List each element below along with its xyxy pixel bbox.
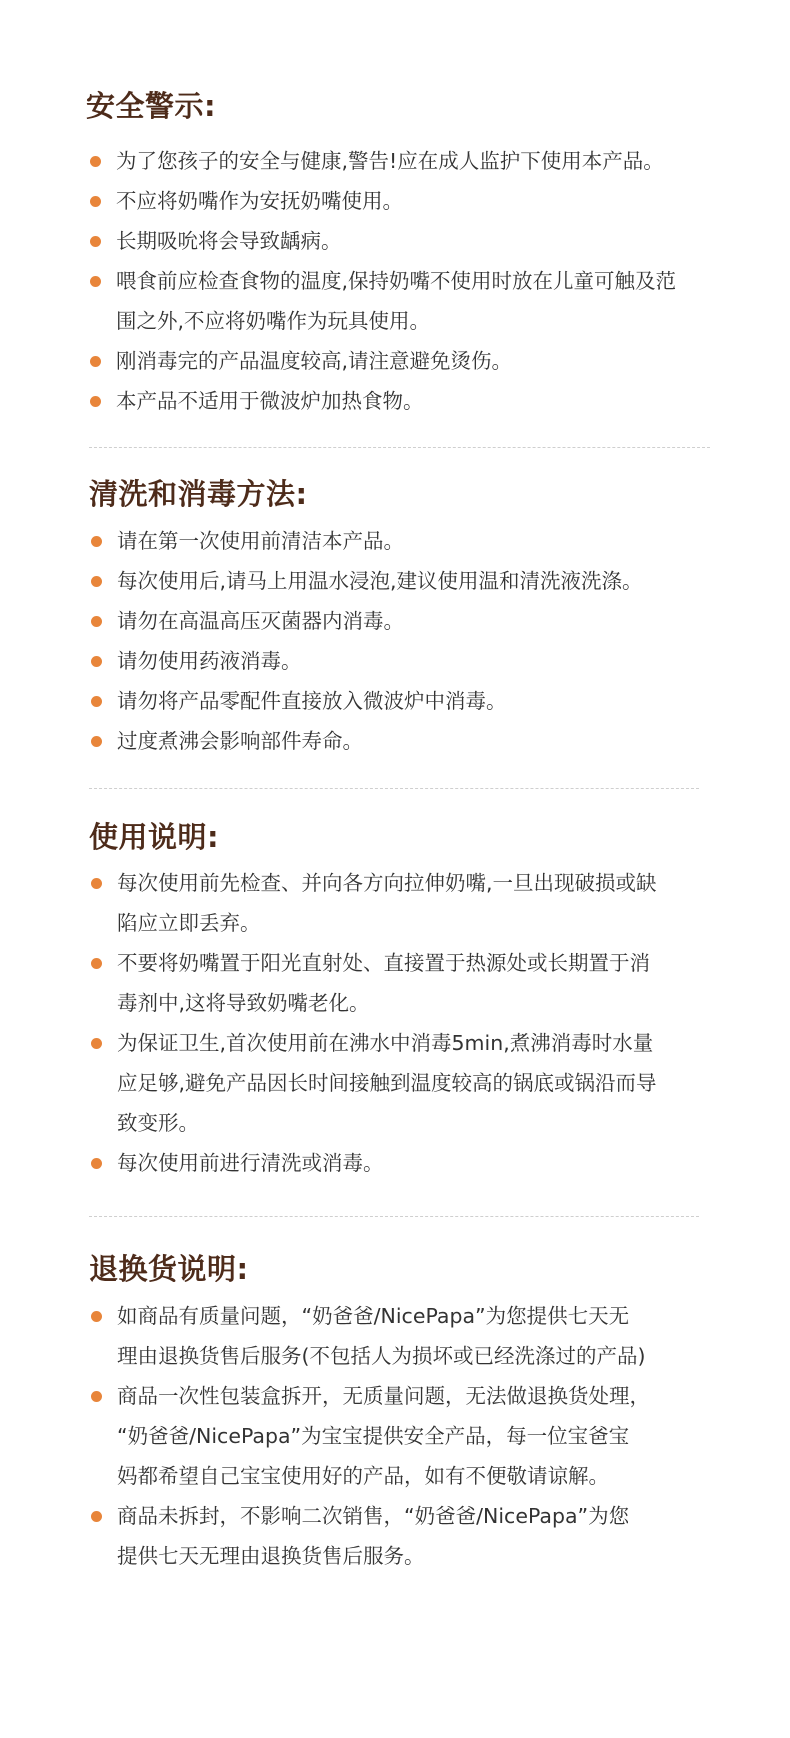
returns-title: 退换货说明:: [89, 1252, 249, 1286]
safety-list: [88, 141, 676, 421]
bullet-dot-icon: [91, 1391, 102, 1402]
list-item-line: 理由退换货售后服务(不包括人为损坏或已经洗涤过的产品): [117, 1344, 646, 1368]
list-item-line: 请勿将产品零配件直接放入微波炉中消毒。: [117, 689, 507, 713]
list-item: [89, 1496, 650, 1576]
list-item: [89, 721, 643, 761]
returns-list: [89, 1296, 650, 1576]
list-item: [89, 943, 657, 1023]
bullet-dot-icon: [91, 736, 102, 747]
list-item-line: 不应将奶嘴作为安抚奶嘴使用。: [116, 189, 403, 213]
list-item-line: 请在第一次使用前清洁本产品。: [117, 529, 404, 553]
bullet-dot-icon: [90, 396, 101, 407]
bullet-dot-icon: [90, 356, 101, 367]
list-item: [89, 1296, 650, 1376]
list-item-line: 妈都希望自己宝宝使用好的产品，如有不便敬请谅解。: [117, 1464, 609, 1488]
list-item-line: 陷应立即丢弃。: [117, 911, 261, 935]
list-item-line: 刚消毒完的产品温度较高,请注意避免烫伤。: [116, 349, 513, 373]
divider-3: [89, 1216, 699, 1217]
list-item-line: 喂食前应检查食物的温度,保持奶嘴不使用时放在儿童可触及范: [116, 269, 677, 293]
list-item: [89, 1023, 657, 1143]
list-item-line: 商品未拆封，不影响二次销售，“奶爸爸/NicePapa”为您: [117, 1504, 630, 1528]
list-item: [88, 221, 676, 261]
list-item: [89, 863, 657, 943]
list-item-line: 请勿在高温高压灭菌器内消毒。: [117, 609, 404, 633]
list-item: [89, 681, 643, 721]
list-item-line: 长期吸吮将会导致龋病。: [116, 229, 342, 253]
list-item-line: 应足够,避免产品因长时间接触到温度较高的锅底或锅沿而导: [117, 1071, 657, 1095]
list-item: [88, 381, 676, 421]
list-item-line: 不要将奶嘴置于阳光直射处、直接置于热源处或长期置于消: [117, 951, 650, 975]
divider-2: [89, 788, 699, 789]
list-item-line: 毒剂中,这将导致奶嘴老化。: [117, 991, 370, 1015]
list-item-line: 致变形。: [117, 1111, 199, 1135]
list-item-line: 本产品不适用于微波炉加热食物。: [116, 389, 424, 413]
list-item: [89, 601, 643, 641]
list-item: [89, 1143, 657, 1183]
list-item-line: 提供七天无理由退换货售后服务。: [117, 1544, 425, 1568]
cleaning-title: 清洗和消毒方法:: [89, 477, 308, 511]
list-item-line: 每次使用前进行清洗或消毒。: [117, 1151, 384, 1175]
list-item: [88, 261, 676, 341]
list-item-line: 商品一次性包装盒拆开，无质量问题，无法做退换货处理，: [117, 1384, 650, 1408]
bullet-dot-icon: [91, 656, 102, 667]
usage-title: 使用说明:: [89, 820, 220, 854]
list-item: [89, 561, 643, 601]
bullet-dot-icon: [91, 616, 102, 627]
bullet-dot-icon: [91, 1158, 102, 1169]
usage-list: [89, 863, 657, 1183]
list-item-line: 为了您孩子的安全与健康,警告!应在成人监护下使用本产品。: [116, 149, 664, 173]
bullet-dot-icon: [91, 1311, 102, 1322]
bullet-dot-icon: [91, 878, 102, 889]
cleaning-list: [89, 521, 643, 761]
safety-title: 安全警示:: [86, 89, 217, 123]
list-item-line: 过度煮沸会影响部件寿命。: [117, 729, 363, 753]
bullet-dot-icon: [91, 576, 102, 587]
list-item-line: 如商品有质量问题，“奶爸爸/NicePapa”为您提供七天无: [117, 1304, 630, 1328]
bullet-dot-icon: [91, 1511, 102, 1522]
list-item: [89, 1376, 650, 1496]
list-item: [88, 341, 676, 381]
list-item-line: 每次使用前先检查、并向各方向拉伸奶嘴,一旦出现破损或缺: [117, 871, 657, 895]
list-item: [88, 141, 676, 181]
list-item: [88, 181, 676, 221]
list-item-line: “奶爸爸/NicePapa”为宝宝提供安全产品，每一位宝爸宝: [117, 1424, 630, 1448]
list-item-line: 请勿使用药液消毒。: [117, 649, 302, 673]
bullet-dot-icon: [91, 1038, 102, 1049]
bullet-dot-icon: [91, 958, 102, 969]
list-item: [89, 521, 643, 561]
bullet-dot-icon: [90, 196, 101, 207]
bullet-dot-icon: [91, 536, 102, 547]
bullet-dot-icon: [90, 236, 101, 247]
bullet-dot-icon: [91, 696, 102, 707]
divider-1: [89, 447, 710, 448]
list-item-line: 每次使用后,请马上用温水浸泡,建议使用温和清洗液洗涤。: [117, 569, 643, 593]
bullet-dot-icon: [90, 276, 101, 287]
bullet-dot-icon: [90, 156, 101, 167]
list-item-line: 围之外,不应将奶嘴作为玩具使用。: [116, 309, 431, 333]
list-item: [89, 641, 643, 681]
list-item-line: 为保证卫生,首次使用前在沸水中消毒5min,煮沸消毒时水量: [117, 1031, 654, 1055]
